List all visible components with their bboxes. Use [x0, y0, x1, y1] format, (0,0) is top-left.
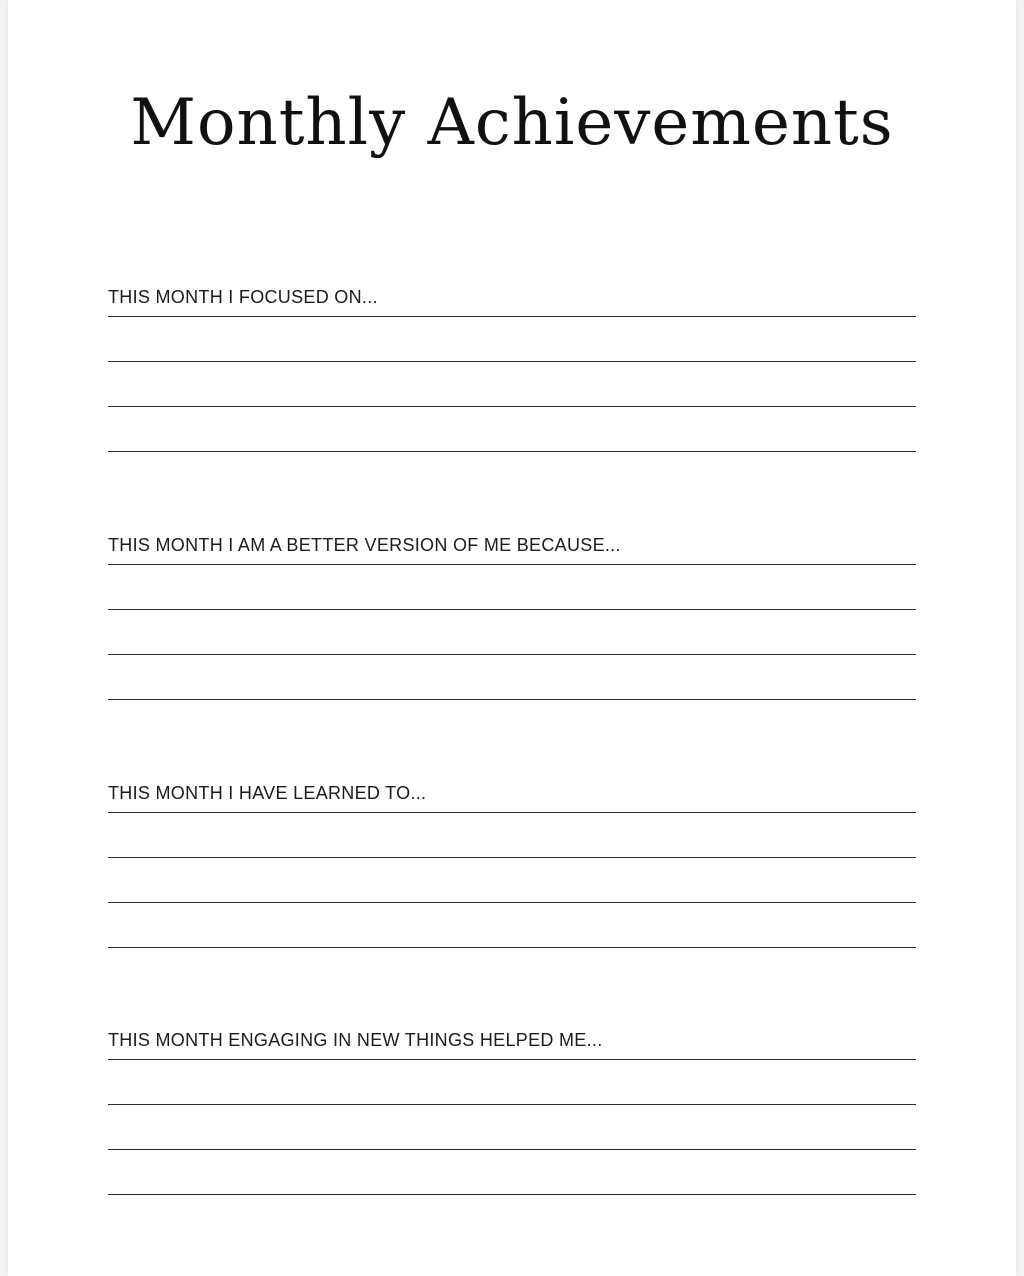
writing-line[interactable]: [108, 406, 916, 407]
writing-line[interactable]: [108, 316, 916, 317]
writing-line[interactable]: [108, 609, 916, 610]
writing-line[interactable]: [108, 1104, 916, 1105]
writing-line[interactable]: [108, 812, 916, 813]
section-better-version: [108, 534, 916, 700]
section-label: THIS MONTH ENGAGING IN NEW THINGS HELPED ME...: [108, 1030, 603, 1050]
writing-line[interactable]: [108, 1194, 916, 1195]
section-new-things: [108, 1029, 916, 1195]
worksheet-page: [8, 0, 1016, 1276]
section-learned-to: [108, 782, 916, 948]
section-label: THIS MONTH I AM A BETTER VERSION OF ME BECAUSE...: [108, 535, 621, 555]
section-label: THIS MONTH I HAVE LEARNED TO...: [108, 783, 427, 803]
writing-line[interactable]: [108, 699, 916, 700]
writing-line[interactable]: [108, 451, 916, 452]
page-title: Monthly Achievements: [130, 86, 894, 160]
writing-line[interactable]: [108, 947, 916, 948]
writing-line[interactable]: [108, 902, 916, 903]
section-label: THIS MONTH I FOCUSED ON...: [108, 287, 378, 307]
writing-line[interactable]: [108, 564, 916, 565]
writing-line[interactable]: [108, 1149, 916, 1150]
section-focused-on: [108, 286, 916, 452]
writing-line[interactable]: [108, 1059, 916, 1060]
writing-line[interactable]: [108, 654, 916, 655]
writing-line[interactable]: [108, 857, 916, 858]
writing-line[interactable]: [108, 361, 916, 362]
